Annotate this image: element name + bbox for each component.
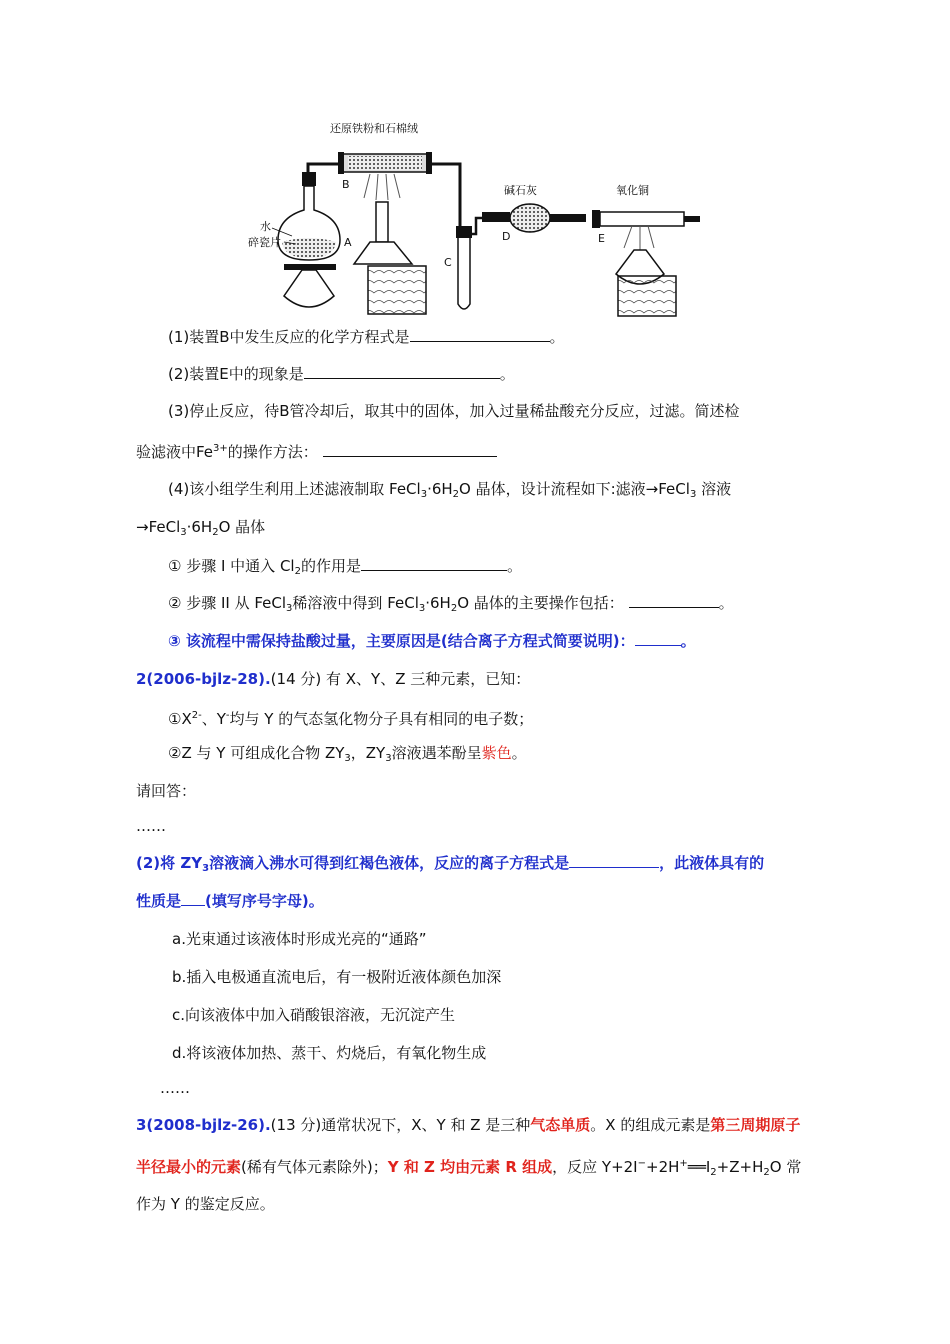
lamp-b	[354, 242, 412, 264]
q3-line-1: 3(2008-bjlz-26).(13 分)通常状况下，X、Y 和 Z 是三种气态单质。X 的组成元素是第三周期原子	[136, 1116, 801, 1134]
label-chips: 碎瓷片	[248, 236, 281, 249]
q2-part-2a: (2)将 $ZY_3$溶液滴入沸水可得到红褐色液体，反应的离子方程式是 ，此液体具有的	[136, 854, 765, 874]
stopper-d-left	[482, 212, 510, 222]
q2-ellipsis-2: ……	[160, 1079, 190, 1097]
q1-line-3b: 验滤液中$Fe^{3+}$的操作方法：	[136, 438, 497, 463]
iron-powder-fill	[348, 156, 422, 170]
stopper-b-right	[426, 152, 432, 174]
apparatus-figure	[244, 118, 704, 320]
q2-option-a: a.光束通过该液体时形成光亮的“通路”	[172, 930, 427, 948]
blank-7[interactable]	[569, 853, 659, 868]
blank-5[interactable]	[629, 593, 719, 608]
letter-c: C	[444, 256, 452, 269]
stopper-e-left	[592, 210, 600, 228]
blank-8[interactable]	[181, 891, 205, 906]
q2-header: 2(2006-bjlz-28).(14 分) 有 X、Y、Z 三种元素，已知：	[136, 670, 531, 688]
q1-line-4b: $\to FeCl_3\cdot 6H_2O$ 晶体	[136, 518, 266, 538]
letter-b: B	[342, 178, 350, 191]
block-e	[618, 276, 676, 316]
label-water: 水	[260, 220, 271, 233]
blank-3[interactable]	[323, 442, 497, 457]
q2-option-c: c.向该液体中加入硝酸银溶液，无沉淀产生	[172, 1006, 456, 1024]
q1-step-1: ① 步骤 I 中通入 $Cl_2$的作用是 。	[168, 557, 522, 577]
stopper-a	[302, 172, 316, 186]
flame-b	[364, 174, 400, 200]
flame-e	[624, 226, 654, 250]
q1-line-1: (1)装置B中发生反应的化学方程式是 。	[168, 328, 565, 346]
blank-1[interactable]	[410, 327, 550, 342]
label-copper-oxide: 氧化铜	[616, 184, 649, 197]
blank-6[interactable]	[635, 631, 681, 646]
q3-line-3: 作为 Y 的鉴定反应。	[136, 1195, 275, 1213]
q2-option-b: b.插入电极通直流电后，有一极附近液体颜色加深	[172, 968, 502, 986]
letter-e: E	[598, 232, 605, 245]
tube-e	[600, 212, 684, 226]
q2-ask: 请回答：	[136, 782, 197, 800]
q2-option-d: d.将该液体加热、蒸干、灼烧后，有氧化物生成	[172, 1044, 487, 1062]
blank-2[interactable]	[304, 364, 500, 379]
q1-line-3a: (3)停止反应，待B管冷却后，取其中的固体，加入过量稀盐酸充分反应，过滤。简述检	[168, 402, 740, 420]
q1-step-3: ③ 该流程中需保持盐酸过量，主要原因是(结合离子方程式简要说明)： 。	[168, 632, 696, 650]
lamp-a	[284, 270, 334, 307]
q1-line-2: (2)装置E中的现象是 。	[168, 365, 515, 383]
tube-c	[458, 238, 470, 309]
label-iron-powder: 还原铁粉和石棉绒	[330, 122, 418, 135]
stand-a	[284, 264, 336, 270]
q2-part-2b: 性质是 (填写序号字母)。	[136, 892, 324, 910]
q2-ellipsis: ……	[136, 817, 166, 835]
q2-item-2: ②Z 与 Y 可组成化合物 $ZY_3$，$ZY_3$溶液遇苯酚呈紫色。	[168, 744, 527, 764]
stopper-b-left	[338, 152, 344, 174]
connector-b-c	[432, 164, 460, 226]
q1-step-2: ② 步骤 II 从 FeCl$_3$稀溶液中得到 $FeCl_3\cdot 6H_2O$ 晶体的主要操作包括： 。	[168, 594, 734, 614]
connector-d-e	[550, 214, 586, 222]
q2-item-1: $①X^{2-}$、Y-均与 Y 的气态氢化物分子具有相同的电子数；	[168, 710, 534, 728]
label-soda-lime: 碱石灰	[504, 184, 537, 197]
q3-line-2: 半径最小的元素(稀有气体元素除外)；Y 和 Z 均由元素 R 组成，反应 $Y+2I^-+2H^+══I_2+Z+H_2O$ 常	[136, 1158, 802, 1178]
tube-e-end	[684, 216, 700, 222]
drying-tube-d	[510, 204, 550, 232]
letter-a: A	[344, 236, 352, 249]
connector-a-b	[308, 164, 338, 172]
blank-4[interactable]	[361, 556, 507, 571]
q1-line-4a: (4)该小组学生利用上述滤液制取 $FeCl_3\cdot 6H_2O$ 晶体，设计流程如下:滤液→FeCl$_3$ 溶液	[168, 480, 732, 500]
letter-d: D	[502, 230, 511, 243]
burner-b	[376, 202, 388, 242]
block-b	[368, 266, 426, 314]
stopper-c	[456, 226, 472, 238]
